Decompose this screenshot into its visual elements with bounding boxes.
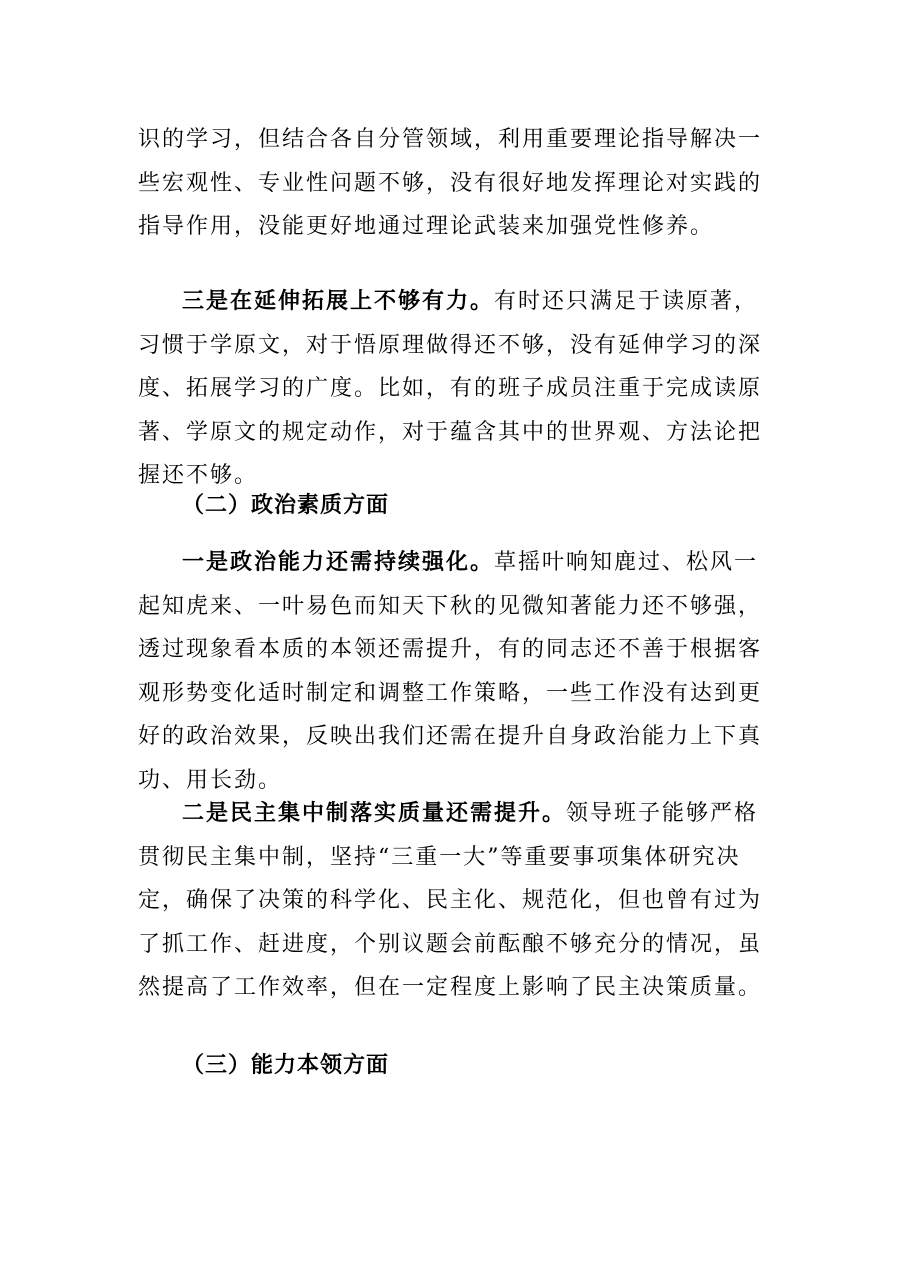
- paragraph-democratic-centralism: [138, 792, 770, 1010]
- paragraph-lead: 三是在延伸拓展上不够有力。: [182, 288, 495, 314]
- paragraph-political-ability: [138, 541, 770, 802]
- paragraph-text: 领导班子能够严格贯彻民主集中制，坚持“三重一大”等重要事项集体研究决定，确保了决策的科学化、民主化、规范化，但也曾有过为了抓工作、赶进度，个别议题会前酝酿不够充分的情况，虽然提高了工作效率，但在一定程度上影响了民主决策质量。: [138, 801, 763, 1000]
- paragraph-lead: 二是民主集中制落实质量还需提升。: [182, 800, 567, 826]
- paragraph-theory-application: [138, 118, 770, 249]
- paragraph-lead: 一是政治能力还需持续强化。: [182, 549, 495, 575]
- paragraph-text: 草摇叶响知鹿过、松风一起知虎来、一叶易色而知天下秋的见微知著能力还不够强，透过现象看本质的本领还需提升，有的同志还不善于根据客观形势变化适时制定和调整工作策略，一些工作没有达到更好的政治效果，反映出我们还需在提升自身政治能力上下真功、用长劲。: [138, 550, 763, 793]
- paragraph-extension: [138, 280, 770, 498]
- paragraph-text: 有时还只满足于读原著，习惯于学原文，对于悟原理做得还不够，没有延伸学习的深度、拓展学习的广度。比如，有的班子成员注重于完成读原著、学原文的规定动作，对于蕴含其中的世界观、方法论把握还不够。: [138, 289, 763, 488]
- section-heading-political: （二）政治素质方面: [182, 492, 390, 518]
- paragraph-text: 识的学习，但结合各自分管领域，利用重要理论指导解决一些宏观性、专业性问题不够，没有很好地发挥理论对实践的指导作用，没能更好地通过理论武装来加强党性修养。: [138, 127, 763, 239]
- section-heading-ability: （三）能力本领方面: [182, 1052, 390, 1078]
